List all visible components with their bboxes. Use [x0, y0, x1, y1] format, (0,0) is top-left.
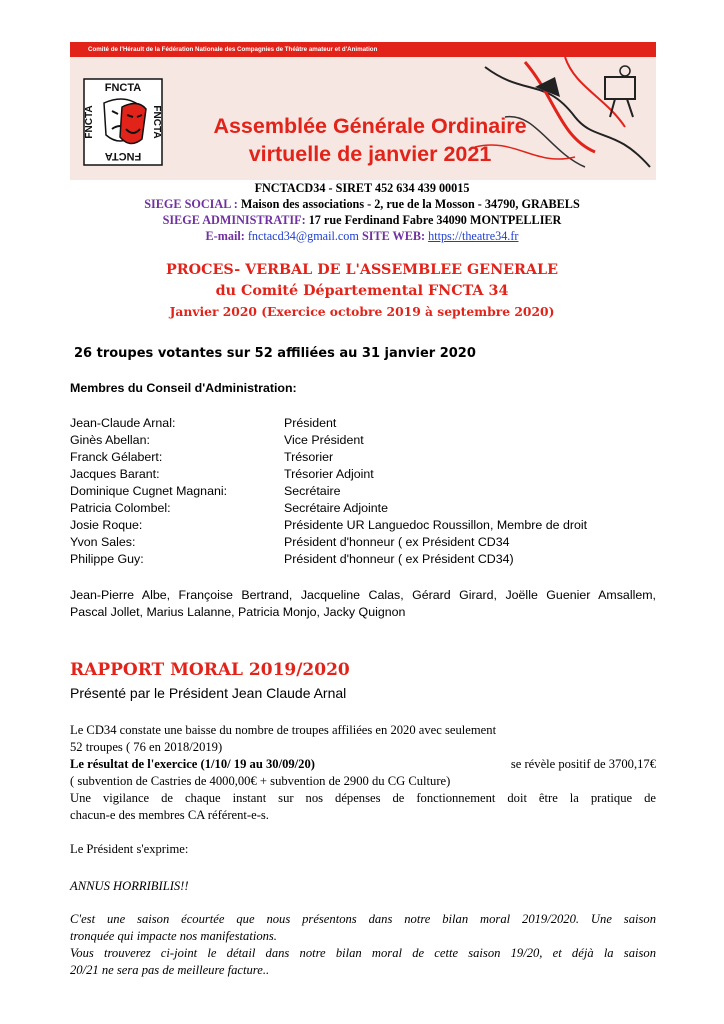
siege-social-label: SIEGE SOCIAL :: [144, 197, 238, 211]
pv-title-line2: du Comité Départemental FNCTA 34: [215, 283, 509, 299]
svg-text:FNCTA: FNCTA: [104, 82, 142, 94]
member-name: Dominique Cugnet Magnani:: [70, 484, 228, 498]
member-role: Présidente UR Languedoc Roussillon, Membre de droit: [284, 518, 588, 532]
member-role: Secrétaire Adjointe: [284, 501, 389, 515]
italic-p1-line2: tronquée qui impacte nos manifestations.: [70, 929, 277, 943]
pv-title-line1: PROCES- VERBAL DE L'ASSEMBLEE GENERALE: [166, 262, 558, 278]
siege-admin-value: 17 rue Ferdinand Fabre 34090 MONTPELLIER: [305, 213, 562, 227]
member-name: Philippe Guy:: [70, 552, 144, 566]
banner-title-line1: Assemblée Générale Ordinaire: [213, 114, 527, 138]
member-name: Patricia Colombel:: [70, 501, 171, 515]
member-role: Président d'honneur ( ex Président CD34: [284, 535, 510, 549]
member-name: Josie Roque:: [70, 518, 143, 532]
member-role: Trésorier: [284, 450, 334, 464]
rapport-p2-line2: ( subvention de Castries de 4000,00€ + subvention de 2900 du CG Culture): [70, 774, 451, 788]
siret-line: FNCTACD34 - SIRET 452 634 439 00015: [254, 181, 470, 195]
banner-title-line2: virtuelle de janvier 2021: [248, 142, 492, 166]
member-role: Président: [284, 416, 337, 430]
member-role: Président d'honneur ( ex Président CD34): [284, 552, 514, 566]
rapport-p1-line2: 52 troupes ( 76 en 2018/2019): [70, 740, 223, 754]
other-members-line2: Pascal Jollet, Marius Lalanne, Patricia Monjo, Jacky Quignon: [70, 605, 406, 619]
rapport-presented-by: Présenté par le Président Jean Claude Arnal: [70, 685, 347, 701]
member-name: Franck Gélabert:: [70, 450, 163, 464]
rapport-p3-line2: chacun-e des membres CA référent-e-s.: [70, 808, 269, 822]
banner-title: [168, 112, 572, 168]
svg-text:FNCTA: FNCTA: [104, 150, 142, 162]
annus-horribilis: ANNUS HORRIBILIS!!: [70, 879, 189, 893]
italic-p2-line2: 20/21 ne sera pas de meilleure facture..: [70, 963, 270, 977]
siege-social-line: [0, 197, 724, 212]
italic-p1-line1: C'est une saison écourtée que nous présentons dans notre bilan moral 2019/2020. Une saison: [70, 912, 656, 926]
siege-social-value: Maison des associations - 2, rue de la Mosson - 34790, GRABELS: [237, 197, 580, 211]
website-link[interactable]: https://theatre34.fr: [428, 229, 519, 243]
rapport-moral-title: RAPPORT MORAL 2019/2020: [70, 660, 350, 680]
header-banner: [70, 42, 656, 180]
president-speaks: Le Président s'exprime:: [70, 842, 189, 856]
fncta-logo: [82, 77, 164, 167]
other-members-line1: Jean-Pierre Albe, Françoise Bertrand, Jacqueline Calas, Gérard Girard, Joëlle Guenier Amsallem,: [70, 588, 656, 602]
votes-line: 26 troupes votantes sur 52 affiliées au 31 janvier 2020: [74, 346, 476, 361]
contact-line: [0, 229, 724, 244]
member-role: Trésorier Adjoint: [284, 467, 374, 481]
resultat-exercice: Le résultat de l'exercice (1/10/ 19 au 30/09/20): [70, 757, 315, 771]
members-heading: Membres du Conseil d'Administration:: [70, 381, 297, 395]
email-label: E-mail:: [205, 229, 248, 243]
member-name: Jacques Barant:: [70, 467, 160, 481]
italic-p2-line1: Vous trouverez ci-joint le détail dans notre bilan moral de cette saison 19/20, et déjà la saison: [70, 946, 656, 960]
member-name: Ginès Abellan:: [70, 433, 150, 447]
siege-admin-label: SIEGE ADMINISTRATIF:: [162, 213, 306, 227]
member-role: Secrétaire: [284, 484, 341, 498]
member-name: Jean-Claude Arnal:: [70, 416, 176, 430]
site-label: SITE WEB:: [358, 229, 429, 243]
rapport-p3-line1: Une vigilance de chaque instant sur nos dépenses de fonctionnement doit être la pratique de: [70, 791, 656, 805]
pv-title-line3: Janvier 2020 (Exercice octobre 2019 à septembre 2020): [169, 304, 555, 319]
email-link[interactable]: fnctacd34@gmail.com: [247, 229, 359, 243]
member-role: Vice Président: [284, 433, 364, 447]
resultat-value: se révèle positif de 3700,17€: [510, 757, 656, 771]
svg-text:FNCTA: FNCTA: [84, 105, 95, 139]
banner-strip: Comité de l'Hérault de la Fédération Nationale des Compagnies de Théâtre amateur et d'Animation: [70, 42, 656, 57]
siege-admin-line: [0, 213, 724, 228]
member-name: Yvon Sales:: [70, 535, 136, 549]
rapport-p2-line1: [70, 757, 656, 772]
rapport-p1-line1: Le CD34 constate une baisse du nombre de troupes affiliées en 2020 avec seulement: [70, 723, 497, 737]
svg-text:FNCTA: FNCTA: [151, 105, 162, 139]
